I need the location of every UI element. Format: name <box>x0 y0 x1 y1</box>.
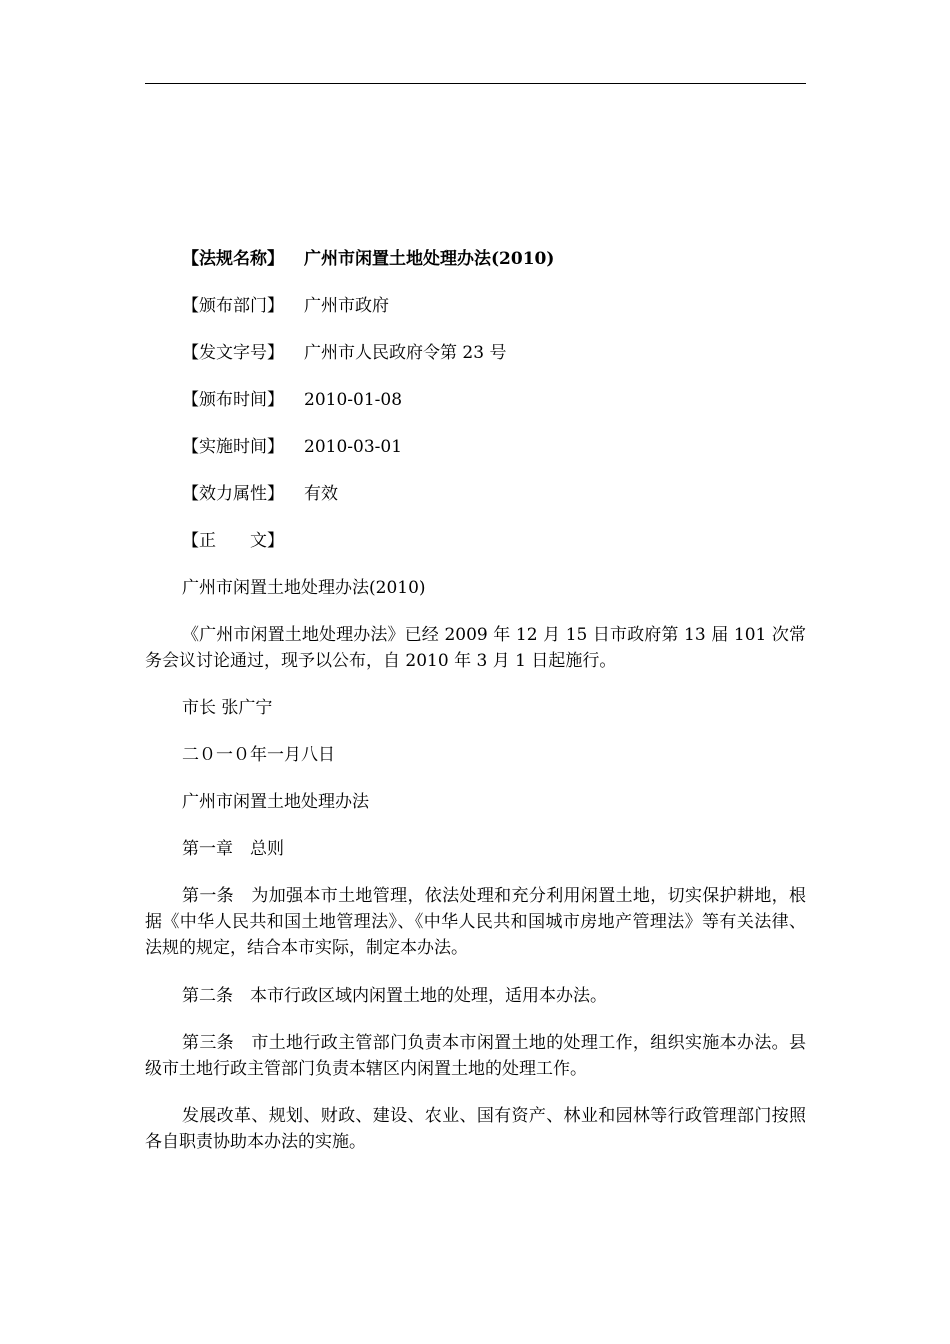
document-title: 广州市闲置土地处理办法 <box>182 792 369 812</box>
meta-label: 【实施时间】 <box>182 437 284 457</box>
meta-label: 【正 文】 <box>182 531 284 551</box>
signer-line: 市长 张广宁 <box>182 698 273 718</box>
meta-label: 【发文字号】 <box>182 343 284 363</box>
meta-effective-date <box>182 434 402 460</box>
article-2: 第二条 本市行政区域内闲置土地的处理，适用本办法。 <box>182 986 607 1006</box>
meta-issuing-department <box>182 293 389 319</box>
meta-value: 有效 <box>304 484 338 504</box>
meta-validity <box>182 481 338 507</box>
meta-label: 【效力属性】 <box>182 484 284 504</box>
meta-label: 【颁布时间】 <box>182 390 284 410</box>
article-3: 第三条 市土地行政主管部门负责本市闲置土地的处理工作，组织实施本办法。县级市土地行政主管部门负责本辖区内闲置土地的处理工作。 <box>145 1033 806 1079</box>
header-rule <box>145 83 806 84</box>
meta-label: 【法规名称】 <box>182 249 284 269</box>
meta-issue-date <box>182 387 402 413</box>
article-1: 第一条 为加强本市土地管理，依法处理和充分利用闲置土地，切实保护耕地，根据《中华人民共和国土地管理法》、《中华人民共和国城市房地产管理法》等有关法律、法规的规定，结合本市实际，制定本办法。 <box>145 886 806 958</box>
meta-value: 广州市闲置土地处理办法(2010) <box>304 249 555 269</box>
meta-value: 广州市人民政府令第 23 号 <box>304 343 507 363</box>
meta-body-heading <box>182 528 304 554</box>
meta-value: 广州市政府 <box>304 296 389 316</box>
meta-value: 2010-03-01 <box>304 437 403 457</box>
meta-document-number <box>182 340 506 366</box>
chapter-heading: 第一章 总则 <box>182 839 284 859</box>
body-title: 广州市闲置土地处理办法(2010) <box>182 578 426 598</box>
article-3-continuation: 发展改革、规划、财政、建设、农业、国有资产、林业和园林等行政管理部门按照各自职责协助本办法的实施。 <box>145 1106 806 1152</box>
promulgation-paragraph: 《广州市闲置土地处理办法》已经 2009 年 12 月 15 日市政府第 13 届 101 次常务会议讨论通过，现予以公布，自 2010 年 3 月 1 日起施行。 <box>145 625 806 671</box>
meta-value: 2010-01-08 <box>304 390 403 410</box>
meta-regulation-name <box>182 246 554 272</box>
meta-label: 【颁布部门】 <box>182 296 284 316</box>
date-line: 二０一０年一月八日 <box>182 745 335 765</box>
